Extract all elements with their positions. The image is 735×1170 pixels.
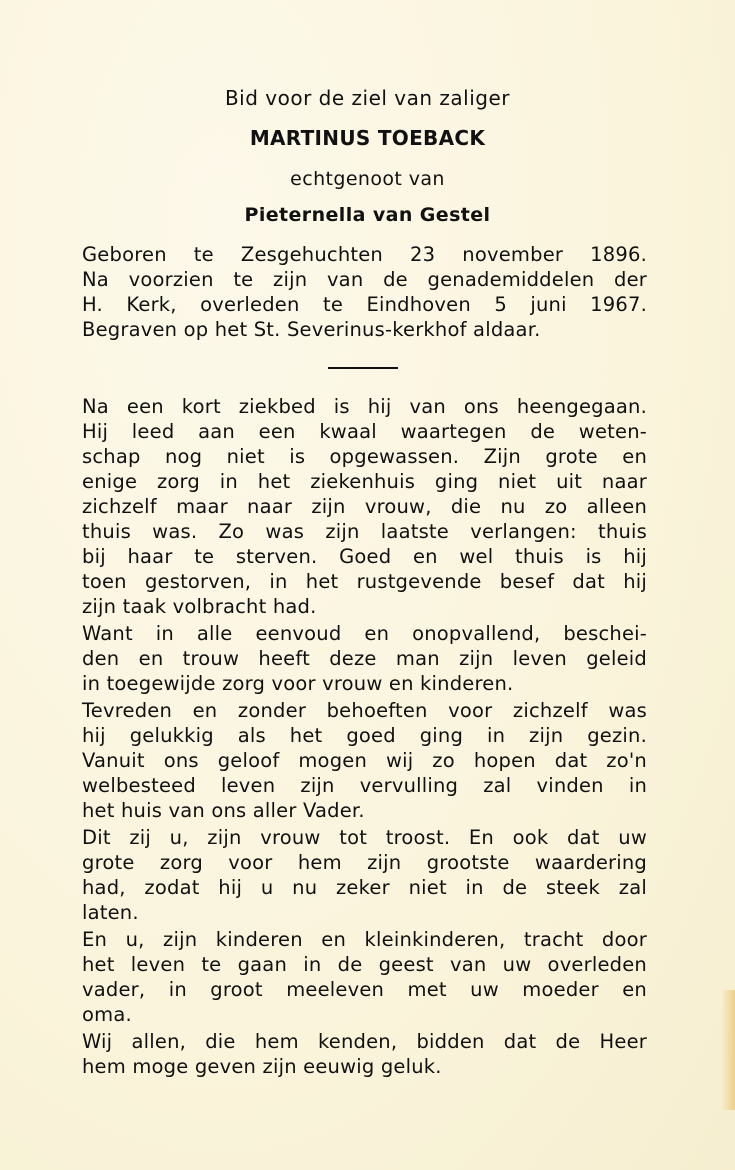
text-line: Hij leed aan een kwaal waartegen de weten- <box>82 420 647 443</box>
text-line: Dit zij u, zijn vrouw tot troost. En ook dat uw <box>82 826 647 849</box>
paper-stain <box>721 990 735 1110</box>
text-line: Na een kort ziekbed is hij van ons heengegaan. <box>82 395 647 418</box>
text-line: En u, zijn kinderen en kleinkinderen, tracht door <box>82 928 647 951</box>
text-line: laten. <box>82 901 139 924</box>
text-line: schap nog niet is opgewassen. Zijn grote en <box>82 445 647 468</box>
spouse-of-label: echtgenoot van <box>290 168 445 190</box>
text-line: bij haar te sterven. Goed en wel thuis is hij <box>82 545 647 568</box>
fact-line: H. Kerk, overleden te Eindhoven 5 juni 1967. <box>82 293 647 316</box>
prayer-heading: Bid voor de ziel van zaliger <box>224 86 511 110</box>
text-line: het leven te gaan in de geest van uw overleden <box>82 953 647 976</box>
text-line: zijn taak volbracht had. <box>82 595 317 618</box>
text-line: Vanuit ons geloof mogen wij zo hopen dat zo'n <box>82 749 647 772</box>
text-line: Want in alle eenvoud en onopvallend, beschei- <box>82 622 647 645</box>
text-line: Tevreden en zonder behoeften voor zichzelf was <box>82 699 647 722</box>
fact-line: Na voorzien te zijn van de genademiddelen der <box>82 268 647 291</box>
text-line: Wij allen, die hem kenden, bidden dat de Heer <box>82 1030 647 1053</box>
text-line: grote zorg voor hem zijn grootste waardering <box>82 851 647 874</box>
deceased-name: MARTINUS TOEBACK <box>249 126 486 150</box>
text-line: oma. <box>82 1003 132 1026</box>
fact-line: Geboren te Zesgehuchten 23 november 1896. <box>82 243 647 266</box>
text-line: zichzelf maar naar zijn vrouw, die nu zo alleen <box>82 495 647 518</box>
text-line: vader, in groot meeleven met uw moeder en <box>82 978 647 1001</box>
text-line: het huis van ons aller Vader. <box>82 799 365 822</box>
text-line: toen gestorven, in het rustgevende besef dat hij <box>82 570 647 593</box>
text-line: enige zorg in het ziekenhuis ging niet uit naar <box>82 470 647 493</box>
text-line: welbesteed leven zijn vervulling zal vinden in <box>82 774 647 797</box>
spouse-name: Pieternella van Gestel <box>244 204 491 226</box>
text-line: den en trouw heeft deze man zijn leven geleid <box>82 647 647 670</box>
text-line: hem moge geven zijn eeuwig geluk. <box>82 1055 442 1078</box>
text-line: in toegewijde zorg voor vrouw en kinderen. <box>82 672 514 695</box>
text-line: hij gelukkig als het goed ging in zijn gezin. <box>82 724 647 747</box>
fact-line: Begraven op het St. Severinus-kerkhof aldaar. <box>82 318 541 341</box>
divider-rule <box>328 367 398 369</box>
text-line: had, zodat hij u nu zeker niet in de steek zal <box>82 876 647 899</box>
text-line: thuis was. Zo was zijn laatste verlangen: thuis <box>82 520 647 543</box>
